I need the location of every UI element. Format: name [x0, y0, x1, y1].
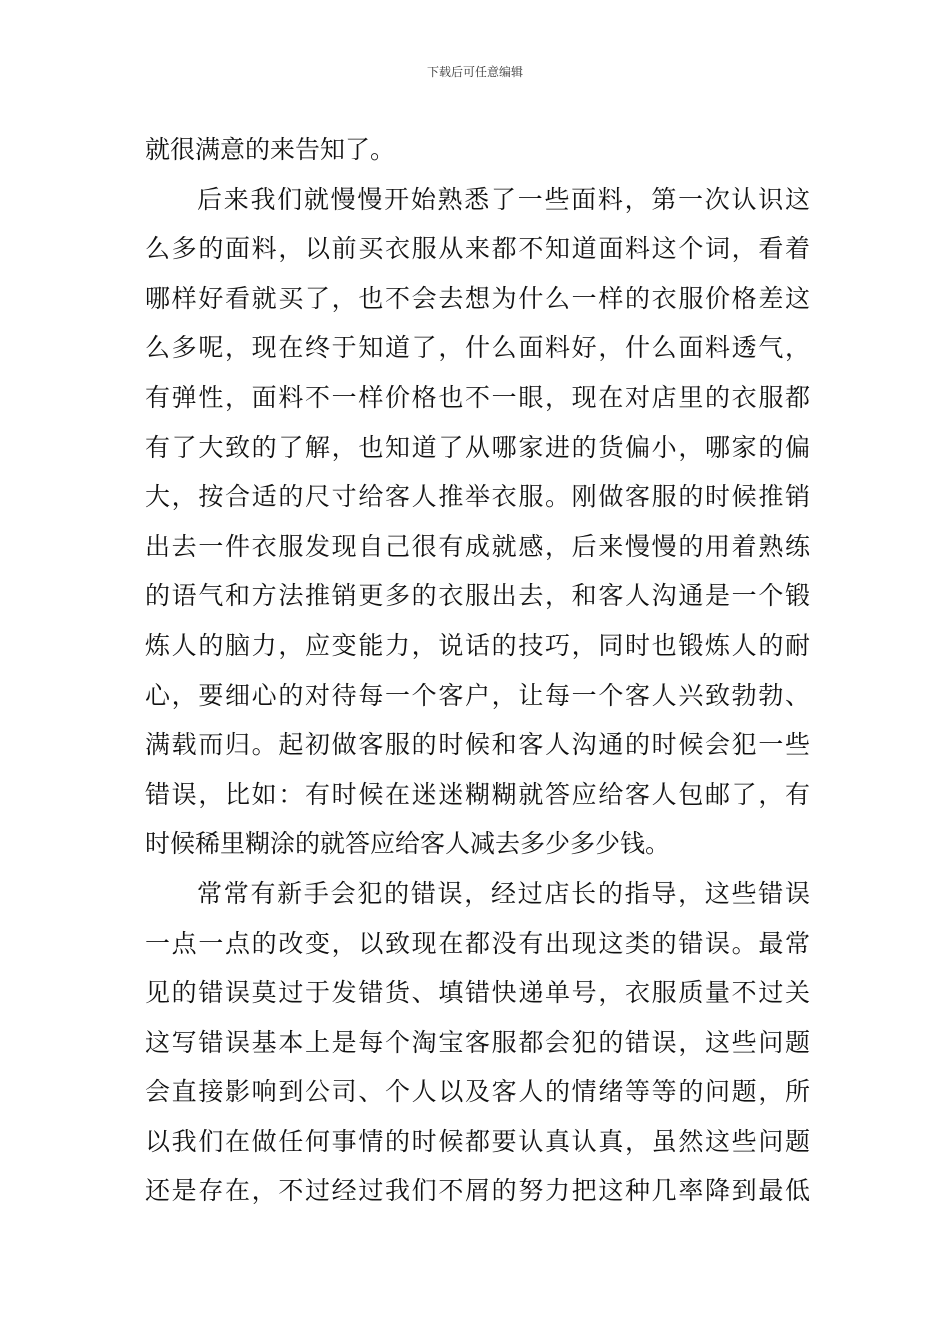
- text-line: 大，按合适的尺寸给客人推举衣服。刚做客服的时候推销: [145, 482, 810, 512]
- text-line: 一点一点的改变，以致现在都没有出现这类的错误。最常: [145, 928, 810, 958]
- text-line: 常常有新手会犯的错误，经过店长的指导，这些错误: [197, 878, 810, 908]
- text-line: 时候稀里糊涂的就答应给客人减去多少多少钱。: [145, 829, 671, 859]
- text-line: 以我们在做任何事情的时候都要认真认真，虽然这些问题: [145, 1126, 810, 1156]
- text-line: 这写错误基本上是每个淘宝客服都会犯的错误，这些问题: [145, 1027, 810, 1057]
- text-line: 哪样好看就买了，也不会去想为什么一样的衣服价格差这: [145, 283, 810, 313]
- text-line: 有弹性，面料不一样价格也不一眼，现在对店里的衣服都: [145, 382, 810, 412]
- text-line: 有了大致的了解，也知道了从哪家进的货偏小，哪家的偏: [145, 432, 810, 462]
- text-line: 还是存在，不过经过我们不屑的努力把这种几率降到最低: [145, 1176, 810, 1206]
- text-line: 满载而归。起初做客服的时候和客人沟通的时候会犯一些: [145, 730, 810, 760]
- text-line: 的语气和方法推销更多的衣服出去，和客人沟通是一个锻: [145, 581, 810, 611]
- text-line: 后来我们就慢慢开始熟悉了一些面料，第一次认识这: [197, 184, 810, 214]
- text-line: 会直接影响到公司、个人以及客人的情绪等等的问题，所: [145, 1077, 810, 1107]
- text-line: 就很满意的来告知了。: [145, 135, 396, 164]
- document-body: [145, 125, 810, 1216]
- page-header: 下载后可任意编辑: [426, 65, 523, 79]
- text-line: 么多呢，现在终于知道了，什么面料好，什么面料透气，: [145, 333, 810, 363]
- text-line: 见的错误莫过于发错货、填错快递单号，衣服质量不过关: [145, 978, 810, 1008]
- text-line: 出去一件衣服发现自己很有成就感，后来慢慢的用着熟练: [145, 531, 810, 561]
- text-line: 炼人的脑力，应变能力，说话的技巧，同时也锻炼人的耐: [145, 630, 810, 660]
- text-line: 错误，比如：有时候在迷迷糊糊就答应给客人包邮了，有: [145, 779, 810, 809]
- text-line: 么多的面料，以前买衣服从来都不知道面料这个词，看着: [145, 234, 810, 264]
- text-line: 心，要细心的对待每一个客户，让每一个客人兴致勃勃、: [145, 680, 810, 710]
